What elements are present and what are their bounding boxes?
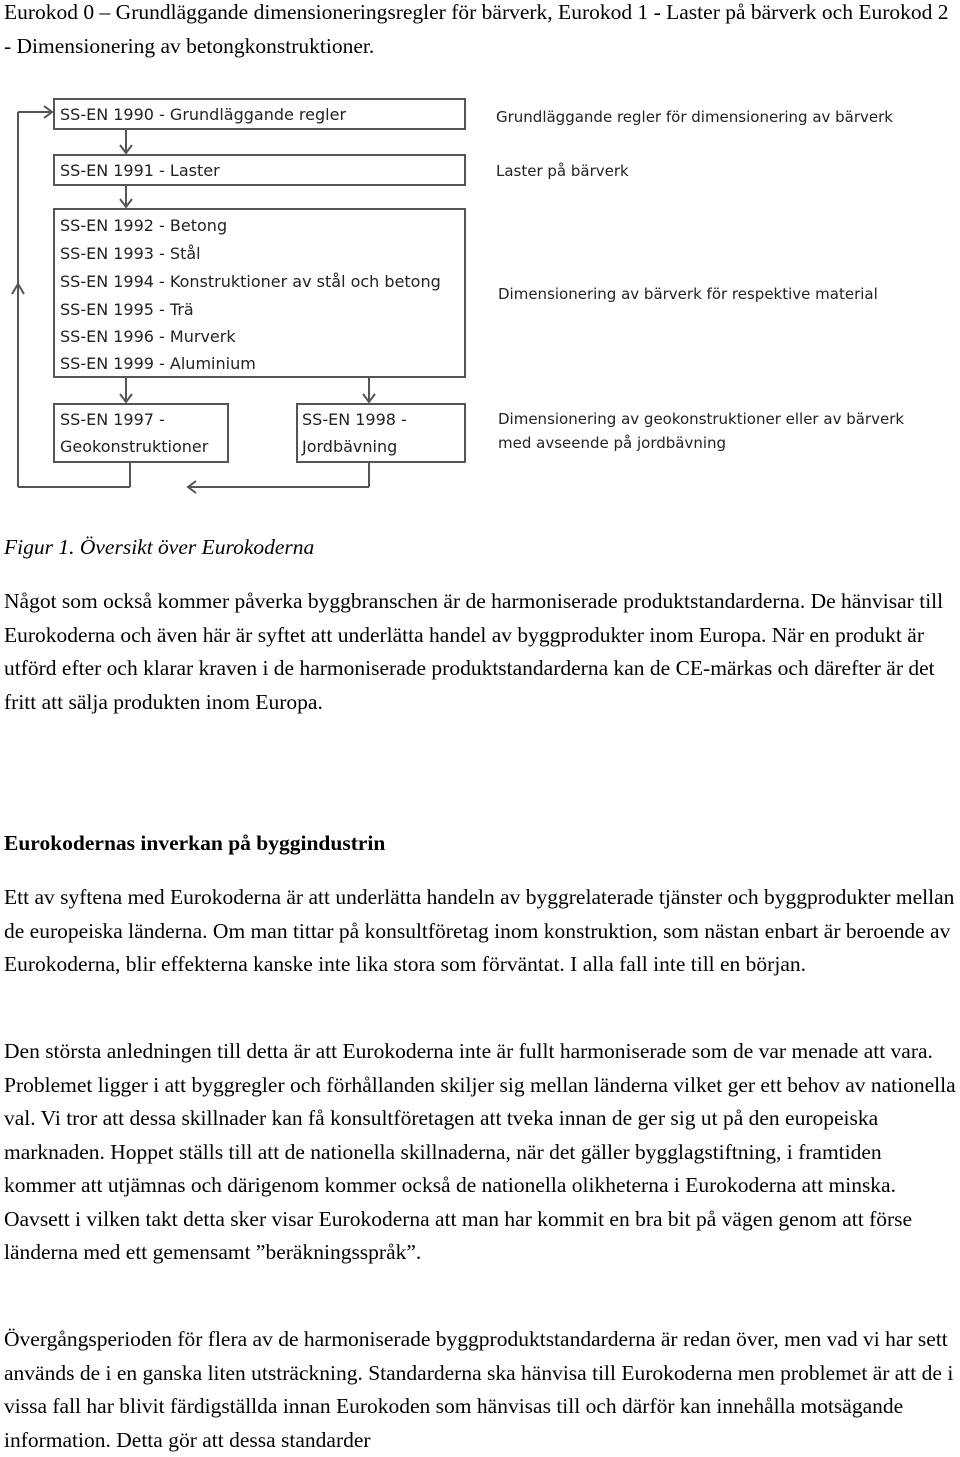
box-en1990-label: SS-EN 1990 - Grundläggande regler <box>60 105 347 124</box>
section-heading: Eurokodernas inverkan på byggindustrin <box>4 831 386 855</box>
box-en1997-line2: Geokonstruktioner <box>60 437 209 456</box>
paragraph-transition: Övergångsperioden för flera av de harmoniserade byggproduktstandarderna är redan över, men vad vi har sett används de i en ganska liten utsträckning. Standarderna ska hänvisa till Eurokoderna men problemet är att de i vissa fall har blivit färdigställda innan Eurokoden som hänvisas till och därför kan innehålla motsägande information. Detta gör att dessa standarder <box>4 1327 954 1452</box>
paragraph-product-standards: Något som också kommer påverka byggbranschen är de harmoniserade produktstandarderna. De hänvisar till Eurokoderna och även här är syftet att underlätta handel av byggprodukter inom Europa. När en produkt är utförd efter och klarar kraven i de harmoniserade produktstandarderna kan de CE-märkas och därefter är det fritt att sälja produkten inom Europa. <box>4 589 944 714</box>
box-en1998-line2: Jordbävning <box>302 437 398 456</box>
box-en1995-label: SS-EN 1995 - Trä <box>60 300 194 319</box>
paragraph-purpose: Ett av syftena med Eurokoderna är att underlätta handeln av byggrelaterade tjänster och byggprodukter mellan de europeiska länderna. Om man tittar på konsultföretag inom konstruktion, som nästan enbart är beroende av Eurokoderna, blir effekterna kanske inte lika stora som förväntat. I alla fall inte till en början. <box>4 885 955 976</box>
intro-paragraph: Eurokod 0 – Grundläggande dimensioneringsregler för bärverk, Eurokod 1 - Laster på bärverk och Eurokod 2 - Dimensionering av betongkonstruktioner. <box>4 0 949 58</box>
figure-caption: Figur 1. Översikt över Eurokoderna <box>4 535 315 559</box>
desc-geo-line2: med avseende på jordbävning <box>498 434 727 452</box>
eurocode-overview-diagram <box>0 88 960 508</box>
box-en1997-line1: SS-EN 1997 - <box>60 410 165 429</box>
desc-materials: Dimensionering av bärverk för respektive material <box>498 285 878 303</box>
box-en1998-line1: SS-EN 1998 - <box>302 410 407 429</box>
box-en1992-label: SS-EN 1992 - Betong <box>60 216 228 235</box>
desc-geo-line1: Dimensionering av geokonstruktioner eller av bärverk <box>498 410 905 428</box>
desc-basis: Grundläggande regler för dimensionering av bärverk <box>496 108 893 126</box>
box-en1993-label: SS-EN 1993 - Stål <box>60 244 201 263</box>
box-en1996-label: SS-EN 1996 - Murverk <box>60 327 236 346</box>
paragraph-harmonisation: Den största anledningen till detta är att Eurokoderna inte är fullt harmoniserade som de var menade att vara. Problemet ligger i att byggregler och förhållanden skiljer sig mellan länderna vilket ger ett behov av nationella val. Vi tror att dessa skillnader kan få konsultföretagen att tveka innan de ger sig ut på den europeiska marknaden. Hoppet ställs till att de nationella skillnaderna, när det gäller bygglagstiftning, i framtiden kommer att utjämnas och därigenom kommer också de nationella olikheterna i Eurokoderna att minska. Oavsett i vilken takt detta sker visar Eurokoderna att man har kommit en bra bit på vägen genom att förse länderna med ett gemensamt ”beräkningsspråk”. <box>4 1039 956 1264</box>
box-en1994-label: SS-EN 1994 - Konstruktioner av stål och betong <box>60 272 441 291</box>
desc-actions: Laster på bärverk <box>496 162 629 180</box>
box-en1999-label: SS-EN 1999 - Aluminium <box>60 354 256 373</box>
box-en1991-label: SS-EN 1991 - Laster <box>60 161 220 180</box>
